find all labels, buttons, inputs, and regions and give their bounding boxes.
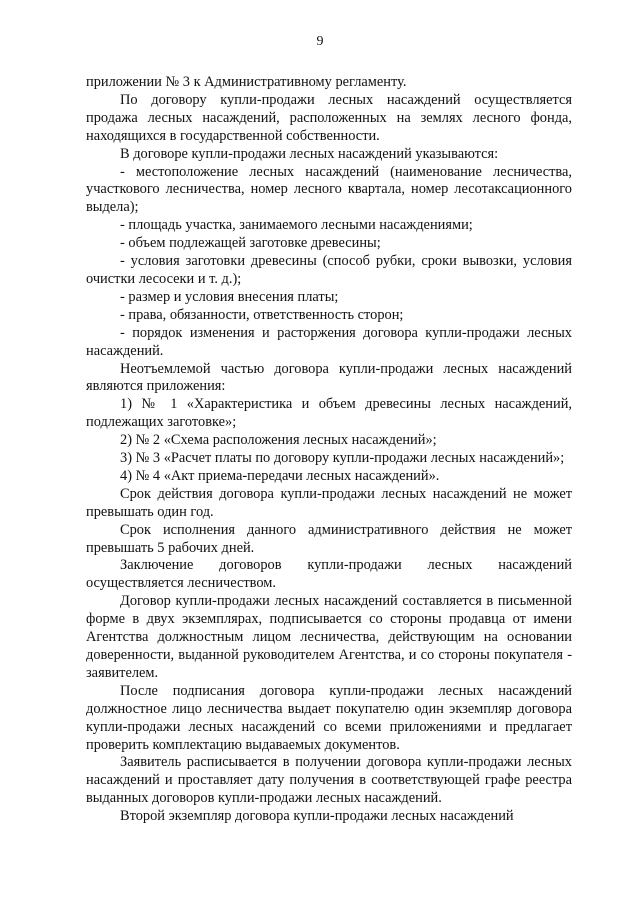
paragraph: По договору купли-продажи лесных насаждений осуществляется продажа лесных насаждений, расположенных на землях лесного фонда, находящихся в государственной собственности. [86, 91, 572, 144]
list-item: 1) № 1 «Характеристика и объем древесины лесных насаждений, подлежащих заготовке»; [86, 396, 572, 431]
list-item: - порядок изменения и расторжения договора купли-продажи лесных насаждений. [86, 324, 572, 359]
list-item: - местоположение лесных насаждений (наименование лесничества, участкового лесничества, номер лесного квартала, номер лесотаксационного выдела); [86, 163, 572, 216]
list-item: 4) № 4 «Акт приема-передачи лесных насаждений». [120, 467, 440, 484]
list-item: - площадь участка, занимаемого лесными насаждениями; [120, 217, 473, 234]
paragraph: Заключение договоров купли-продажи лесных насаждений осуществляется лесничеством. [86, 557, 572, 592]
paragraph: В договоре купли-продажи лесных насаждений указываются: [120, 145, 499, 162]
paragraph: Срок исполнения данного административного действия не может превышать 5 рабочих дней. [86, 521, 572, 556]
list-item: - объем подлежащей заготовке древесины; [120, 235, 381, 252]
page-number: 9 [316, 34, 324, 49]
list-item: - размер и условия внесения платы; [120, 288, 339, 305]
paragraph: После подписания договора купли-продажи лесных насаждений должностное лицо лесничества выдает покупателю один экземпляр договора купли-продажи лесных насаждений со всеми приложениями и предлагает проверить комплектацию выдаваемых документов. [86, 682, 572, 753]
list-item: 3) № 3 «Расчет платы по договору купли-продажи лесных насаждений»; [120, 450, 565, 467]
paragraph: Второй экземпляр договора купли-продажи лесных насаждений [120, 808, 514, 825]
paragraph: Заявитель расписывается в получении договора купли-продажи лесных насаждений и проставляет дату получения в соответствующей графе реестра выданных договоров купли-продажи лесных насаждений. [86, 754, 572, 807]
list-item: - условия заготовки древесины (способ рубки, сроки вывозки, условия очистки лесосеки и т. д.); [86, 253, 572, 287]
paragraph: Срок действия договора купли-продажи лесных насаждений не может превышать один год. [86, 485, 572, 520]
paragraph: приложении № 3 к Административному регламенту. [86, 74, 407, 90]
list-item: 2) № 2 «Схема расположения лесных насаждений»; [120, 432, 437, 449]
document-body [86, 74, 572, 826]
list-item: - права, обязанности, ответственность сторон; [120, 306, 404, 323]
paragraph: Договор купли-продажи лесных насаждений составляется в письменной форме в двух экземплярах, подписывается со стороны продавца от имени Агентства должностным лицом лесничества, действующим на основании доверенности, выданной руководителем Агентства, и со стороны покупателя - заявителем. [86, 593, 572, 681]
paragraph: Неотъемлемой частью договора купли-продажи лесных насаждений являются приложения: [86, 360, 572, 395]
